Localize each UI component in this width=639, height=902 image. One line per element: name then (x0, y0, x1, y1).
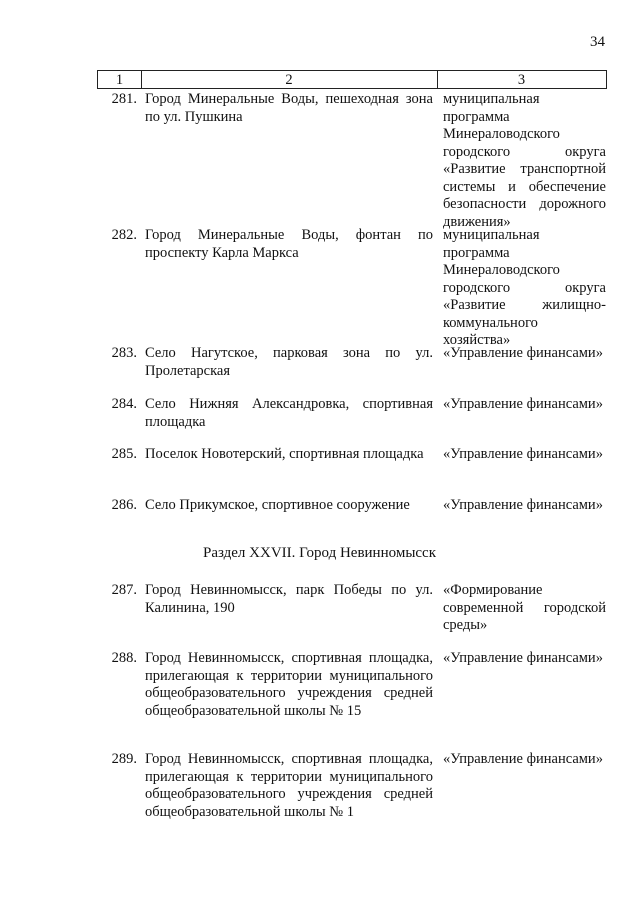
row-program: «Формирование современной городской среды» (443, 582, 606, 633)
row-object: Город Невинномысск, спортивная площадка, прилегающая к территории муниципального общеобразовательного учреждения средней общеобразовательной школы № 15 (145, 650, 433, 719)
row-object: Город Минеральные Воды, пешеходная зона по ул. Пушкина (145, 91, 433, 125)
row-program: «Управление финансами» (443, 751, 603, 767)
row-number: 288. (111, 650, 137, 666)
row-number: 281. (111, 91, 137, 107)
page-number: 34 (590, 34, 605, 50)
row-program: «Управление финансами» (443, 650, 603, 666)
row-object: Город Минеральные Воды, фонтан по проспекту Карла Маркса (145, 227, 433, 261)
table-header-col-1: 1 (97, 70, 142, 89)
row-number: 282. (111, 227, 137, 243)
row-number: 283. (111, 345, 137, 361)
row-number: 285. (111, 446, 137, 462)
table-header-col-3: 3 (437, 70, 607, 89)
row-program: муниципальная программа Минераловодского городского округа «Развитие жилищно-коммунального хозяйства» (443, 227, 606, 348)
row-object: Село Нижняя Александровка, спортивная площадка (145, 396, 433, 430)
row-number: 289. (111, 751, 137, 767)
row-number: 284. (111, 396, 137, 412)
section-title: Раздел XXVII. Город Невинномысск (202, 545, 436, 561)
row-object: Село Прикумское, спортивное сооружение (145, 497, 410, 513)
row-object: Город Невинномысск, парк Победы по ул. Калинина, 190 (145, 582, 433, 616)
row-program: «Управление финансами» (443, 345, 603, 361)
row-number: 286. (111, 497, 137, 513)
row-program: «Управление финансами» (443, 396, 603, 412)
row-object: Село Нагутское, парковая зона по ул. Пролетарская (145, 345, 433, 379)
table-header-col-2: 2 (141, 70, 438, 89)
row-object: Город Невинномысск, спортивная площадка, прилегающая к территории муниципального общеобразовательного учреждения средней общеобразовательной школы № 1 (145, 751, 433, 820)
row-object: Поселок Новотерский, спортивная площадка (145, 446, 424, 462)
row-number: 287. (111, 582, 137, 598)
row-program: муниципальная программа Минераловодского городского округа «Развитие транспортной системы и обеспечение безопасности дорожного движения» (443, 91, 606, 230)
row-program: «Управление финансами» (443, 446, 603, 462)
row-program: «Управление финансами» (443, 497, 603, 513)
